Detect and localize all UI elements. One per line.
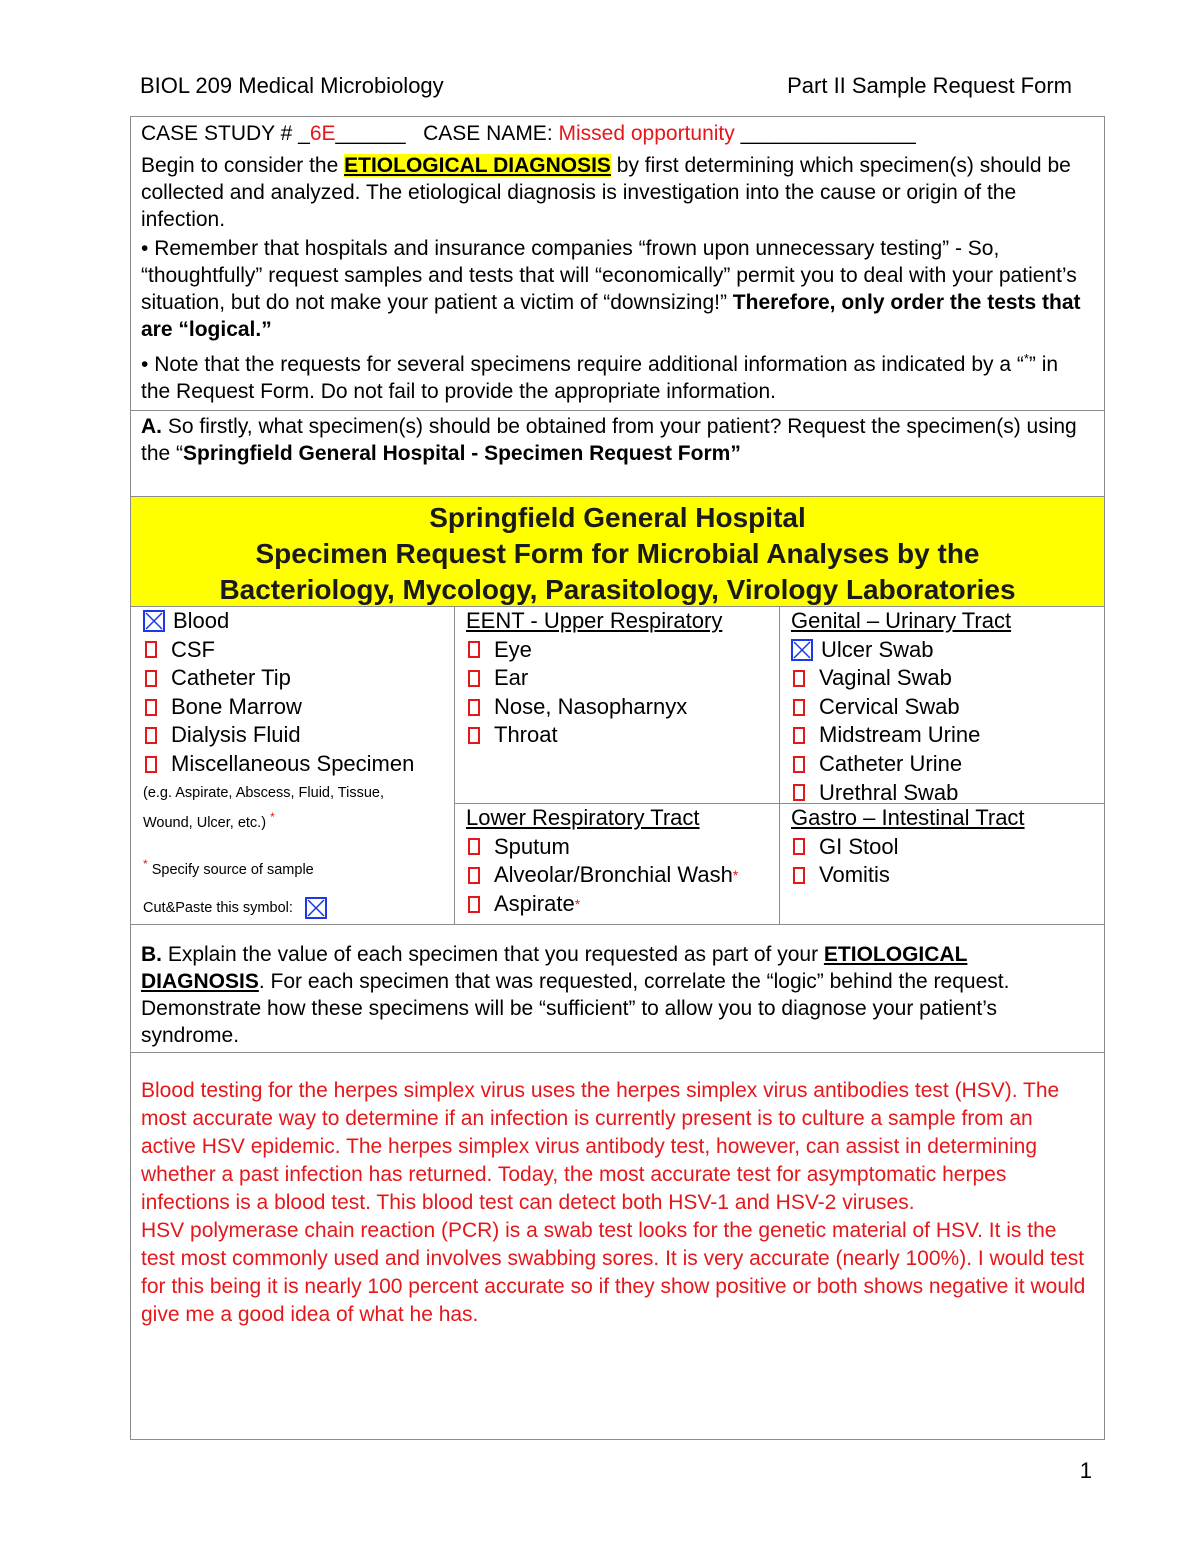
bullet-additional-text: Note that the requests for several specimens require additional information as indicated by a “ bbox=[154, 353, 1024, 376]
specimen-label: Throat bbox=[494, 722, 558, 748]
general-specimen-list bbox=[143, 607, 454, 779]
misc-example bbox=[143, 781, 454, 835]
unchecked-box-icon[interactable] bbox=[145, 699, 157, 716]
unchecked-box-icon[interactable] bbox=[793, 670, 805, 687]
eent-list bbox=[466, 636, 779, 750]
section-b-label: B. bbox=[141, 943, 162, 966]
unchecked-box-icon[interactable] bbox=[468, 699, 480, 716]
specimen-label: CSF bbox=[171, 636, 215, 662]
intro-paragraph bbox=[141, 152, 1093, 233]
unchecked-box-icon[interactable] bbox=[145, 670, 157, 687]
unchecked-box-icon[interactable] bbox=[793, 727, 805, 744]
specimen-option[interactable] bbox=[791, 721, 1104, 750]
specify-source-note bbox=[143, 852, 454, 882]
bullet-additional-info bbox=[141, 345, 1093, 405]
section-a-form-name: Springfield General Hospital - Specimen Request Form bbox=[183, 442, 731, 465]
page-number: 1 bbox=[1079, 1458, 1092, 1483]
specimen-label: Alveolar/Bronchial Wash bbox=[494, 862, 733, 888]
case-name-label: CASE NAME: bbox=[423, 122, 553, 145]
specimen-label: Vomitis bbox=[819, 862, 890, 888]
banner-hospital-name: Springfield General Hospital bbox=[429, 502, 806, 533]
specimen-option[interactable] bbox=[466, 693, 779, 722]
specimen-option[interactable] bbox=[143, 636, 454, 665]
specimen-label: Ear bbox=[494, 665, 529, 691]
gastro-cell bbox=[779, 804, 1104, 925]
banner-form-title: Specimen Request Form for Microbial Analyses by the bbox=[255, 538, 980, 569]
unchecked-box-icon[interactable] bbox=[793, 867, 805, 884]
lower-respiratory-list bbox=[466, 833, 779, 919]
specimen-label: Urethral Swab bbox=[819, 779, 959, 805]
hospital-banner bbox=[131, 497, 1104, 607]
case-name-trail: _______________ bbox=[734, 122, 916, 145]
unchecked-box-icon[interactable] bbox=[145, 727, 157, 744]
specimen-option[interactable] bbox=[466, 636, 779, 665]
cut-paste-text: Cut&Paste this symbol: bbox=[143, 900, 293, 917]
required-info-star: * bbox=[574, 895, 581, 912]
unchecked-box-icon[interactable] bbox=[468, 867, 480, 884]
specimen-label: Sputum bbox=[494, 833, 570, 859]
cut-paste-note bbox=[143, 896, 454, 920]
checked-box-icon[interactable] bbox=[791, 639, 813, 661]
genital-list bbox=[791, 636, 1104, 808]
specimen-label: Catheter Urine bbox=[819, 750, 963, 776]
required-info-star: * bbox=[732, 867, 739, 884]
specimen-label: Cervical Swab bbox=[819, 693, 960, 719]
asterisk-symbol: * bbox=[1023, 351, 1029, 366]
bullet-icon: • bbox=[141, 353, 149, 376]
misc-star: * bbox=[270, 809, 275, 824]
specimen-label: Bone Marrow bbox=[171, 693, 302, 719]
specimen-option[interactable] bbox=[466, 721, 779, 750]
header-form-title: Part II Sample Request Form bbox=[787, 73, 1072, 98]
specimen-label: Miscellaneous Specimen bbox=[171, 750, 415, 776]
section-a-close: ” bbox=[730, 442, 741, 465]
specimen-label: Midstream Urine bbox=[819, 722, 981, 748]
banner-laboratories: Bacteriology, Mycology, Parasitology, Virology Laboratories bbox=[219, 574, 1016, 605]
logical-tests-text: only order the tests that are “logical.” bbox=[141, 291, 1081, 341]
specimen-option[interactable] bbox=[466, 833, 779, 862]
unchecked-box-icon[interactable] bbox=[793, 699, 805, 716]
case-number-label: CASE STUDY # _ bbox=[141, 122, 310, 145]
case-number-value[interactable]: 6E bbox=[309, 122, 336, 145]
answer-paragraph-blood: Blood testing for the herpes simplex virus uses the herpes simplex virus antibodies test (HSV). The most accurate way to determine if an infection is currently present is to culture a sample from an active HSV epidemic. The herpes simplex virus antibody test, however, can assist in determining whether a past infection has returned. Today, the most accurate test for asymptomatic herpes infections is a blood test. This blood test can detect both HSV-1 and HSV-2 viruses. bbox=[141, 1079, 1060, 1214]
specify-source-text: Specify source of sample bbox=[151, 862, 314, 879]
checked-box-symbol-icon[interactable] bbox=[305, 897, 327, 919]
specimen-option[interactable] bbox=[791, 779, 1104, 808]
specimen-label: Catheter Tip bbox=[171, 665, 291, 691]
specimen-option[interactable] bbox=[466, 890, 779, 919]
specimen-option[interactable] bbox=[791, 636, 1104, 665]
specimen-option[interactable] bbox=[791, 861, 1104, 890]
specimen-option[interactable] bbox=[791, 833, 1104, 862]
section-a-text: So firstly, what specimen(s) should be obtained from your patient? Request the specimen(s) using the “ bbox=[141, 415, 1077, 465]
gastro-list bbox=[791, 833, 1104, 890]
general-specimens-cell bbox=[131, 607, 454, 925]
case-number-trail: ______ bbox=[335, 122, 406, 145]
answer-paragraph-pcr: HSV polymerase chain reaction (PCR) is a swab test looks for the genetic material of HSV. It is the test most commonly used and involves swabbing sores. It is very accurate (nearly 100%). I would test for this being it is nearly 100 percent accurate so if they show positive or both shows negative it would give me a good idea of what he has. bbox=[141, 1219, 1086, 1326]
specify-star: * bbox=[143, 857, 148, 872]
specimen-label: Aspirate bbox=[494, 890, 575, 916]
bullet-icon: • bbox=[141, 237, 149, 260]
unchecked-box-icon[interactable] bbox=[145, 641, 157, 658]
section-b-etiological: ETIOLOGICAL DIAGNOSIS bbox=[141, 943, 968, 993]
unchecked-box-icon[interactable] bbox=[793, 756, 805, 773]
section-a bbox=[131, 411, 1104, 497]
case-name-value[interactable]: Missed opportunity bbox=[558, 122, 735, 145]
section-b-text-rest: . For each specimen that was requested, correlate the “logic” behind the request. Demonstrate how these specimens will be “sufficient” to allow you to diagnose your patient’s syndrome. bbox=[141, 970, 1010, 1047]
unchecked-box-icon[interactable] bbox=[793, 838, 805, 855]
case-section bbox=[131, 117, 1104, 411]
etiological-diagnosis-highlight: ETIOLOGICAL DIAGNOSIS bbox=[344, 154, 611, 177]
lower-respiratory-cell bbox=[454, 804, 779, 925]
section-b bbox=[131, 925, 1104, 1053]
gastro-title: Gastro – Intestinal Tract bbox=[791, 805, 1025, 830]
specimen-option[interactable] bbox=[791, 693, 1104, 722]
specimen-label: Dialysis Fluid bbox=[171, 722, 301, 748]
specimen-label: Ulcer Swab bbox=[821, 636, 934, 662]
specimen-option[interactable] bbox=[143, 750, 454, 779]
specimen-label: Nose, Nasopharnyx bbox=[494, 693, 688, 719]
unchecked-box-icon[interactable] bbox=[468, 670, 480, 687]
unchecked-box-icon[interactable] bbox=[145, 756, 157, 773]
specimen-label: Vaginal Swab bbox=[819, 665, 952, 691]
specimen-option[interactable] bbox=[466, 861, 779, 890]
genital-cell bbox=[779, 607, 1104, 803]
specimen-label: Eye bbox=[494, 636, 532, 662]
intro-text-rest: by first determining which specimen(s) should be collected and analyzed. The etiological diagnosis is investigation into the cause or origin of the infection. bbox=[141, 154, 1071, 231]
header-course: BIOL 209 Medical Microbiology bbox=[140, 73, 444, 98]
eent-title: EENT - Upper Respiratory bbox=[466, 608, 723, 633]
bullet-additional-text-end: ” in the Request Form. Do not fail to provide the appropriate information. bbox=[141, 353, 1059, 403]
lower-respiratory-title: Lower Respiratory Tract bbox=[466, 805, 700, 830]
specimen-option[interactable] bbox=[143, 664, 454, 693]
case-line bbox=[141, 119, 1093, 149]
specimen-option[interactable] bbox=[791, 750, 1104, 779]
specimen-label: GI Stool bbox=[819, 833, 899, 859]
specimen-option[interactable] bbox=[143, 607, 454, 636]
specimen-option[interactable] bbox=[143, 693, 454, 722]
therefore-text: Therefore, bbox=[732, 291, 836, 314]
specimen-option[interactable] bbox=[143, 721, 454, 750]
specimen-grid bbox=[131, 607, 1104, 925]
genital-title: Genital – Urinary Tract bbox=[791, 608, 1012, 633]
unchecked-box-icon[interactable] bbox=[468, 641, 480, 658]
form-frame bbox=[130, 116, 1105, 1440]
unchecked-box-icon[interactable] bbox=[793, 784, 805, 801]
bullet-testing-text: Remember that hospitals and insurance companies “frown upon unnecessary testing” - So, “thoughtfully” request samples and tests that will “economically” permit you to deal with your patient’s situation, but do not make your patient a victim of “downsizing!” bbox=[141, 237, 1077, 314]
specimen-option[interactable] bbox=[791, 664, 1104, 693]
unchecked-box-icon[interactable] bbox=[468, 896, 480, 913]
misc-example-text: (e.g. Aspirate, Abscess, Fluid, Tissue, Wound, Ulcer, etc.) bbox=[143, 784, 384, 831]
checked-box-icon[interactable] bbox=[143, 610, 165, 632]
unchecked-box-icon[interactable] bbox=[468, 838, 480, 855]
specimen-label: Blood bbox=[173, 608, 230, 633]
intro-text: Begin to consider the bbox=[141, 154, 345, 177]
eent-cell bbox=[454, 607, 779, 803]
unchecked-box-icon[interactable] bbox=[468, 727, 480, 744]
specimen-option[interactable] bbox=[466, 664, 779, 693]
bullet-testing bbox=[141, 235, 1093, 343]
answer-section[interactable] bbox=[131, 1053, 1104, 1439]
section-b-text: Explain the value of each specimen that you requested as part of your bbox=[162, 943, 824, 966]
section-a-label: A. bbox=[141, 415, 162, 438]
